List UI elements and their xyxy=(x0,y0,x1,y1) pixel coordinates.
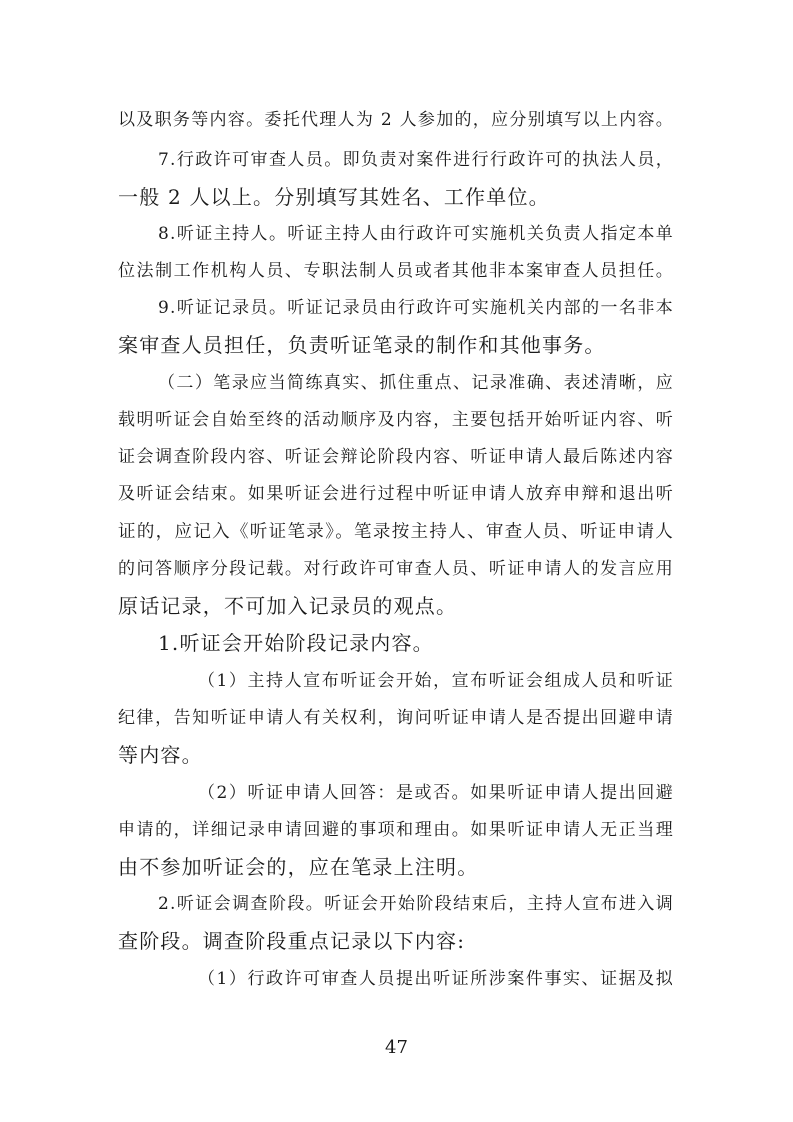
body-text-line: 等内容。 xyxy=(118,743,203,767)
body-text-line: 以及职务等内容。委托代理人为 2 人参加的，应分别填写以上内容。 xyxy=(118,110,674,130)
body-text-line: 7.行政许可审查人员。即负责对案件进行行政许可的执法人员， xyxy=(158,150,674,170)
body-text-line: 2.听证会调查阶段。听证会开始阶段结束后，主持人宣布进入调 xyxy=(158,894,674,914)
body-text-line: 申请的，详细记录申请回避的事项和理由。如果听证申请人无正当理 xyxy=(118,820,674,840)
body-text-line: 8.听证主持人。听证主持人由行政许可实施机关负责人指定本单 xyxy=(158,224,674,244)
body-text-line: 案审查人员担任，负责听证笔录的制作和其他事务。 xyxy=(118,333,606,357)
body-text-line: 纪律，告知听证申请人有关权利，询问听证申请人是否提出回避申请 xyxy=(118,708,674,728)
body-text-line: （1）主持人宣布听证会开始，宣布听证会组成人员和听证 xyxy=(198,671,674,691)
page-number: 47 xyxy=(385,1037,408,1058)
section-heading-line: 1.听证会开始阶段记录内容。 xyxy=(158,631,434,655)
body-text-line: 查阶段。调查阶段重点记录以下内容: xyxy=(118,929,466,953)
body-text-line: 证的，应记入《听证笔录》。笔录按主持人、审查人员、听证申请人 xyxy=(118,522,674,542)
body-text-line: 9.听证记录员。听证记录员由行政许可实施机关内部的一名非本 xyxy=(158,298,674,318)
body-text-line: 由不参加听证会的，应在笔录上注明。 xyxy=(118,855,479,879)
body-text-line: 的问答顺序分段记载。对行政许可审查人员、听证申请人的发言应用 xyxy=(118,559,674,579)
body-text-line: 载明听证会自始至终的活动顺序及内容，主要包括开始听证内容、听 xyxy=(118,410,674,430)
body-text-line: 位法制工作机构人员、专职法制人员或者其他非本案审查人员担任。 xyxy=(118,261,674,281)
body-text-line: 原话记录，不可加入记录员的观点。 xyxy=(118,594,458,618)
body-text-line: （1）行政许可审查人员提出听证所涉案件事实、证据及拟 xyxy=(198,969,674,989)
body-text-line: 一般 2 人以上。分别填写其姓名、工作单位。 xyxy=(118,185,550,209)
body-text-line: （二）笔录应当简练真实、抓住重点、记录准确、表述清晰，应 xyxy=(158,373,674,393)
body-text-line: 证会调查阶段内容、听证会辩论阶段内容、听证申请人最后陈述内容 xyxy=(118,447,674,467)
body-text-line: （2）听证申请人回答：是或否。如果听证申请人提出回避 xyxy=(198,783,674,803)
body-text-line: 及听证会结束。如果听证会进行过程中听证申请人放弃申辩和退出听 xyxy=(118,484,674,504)
